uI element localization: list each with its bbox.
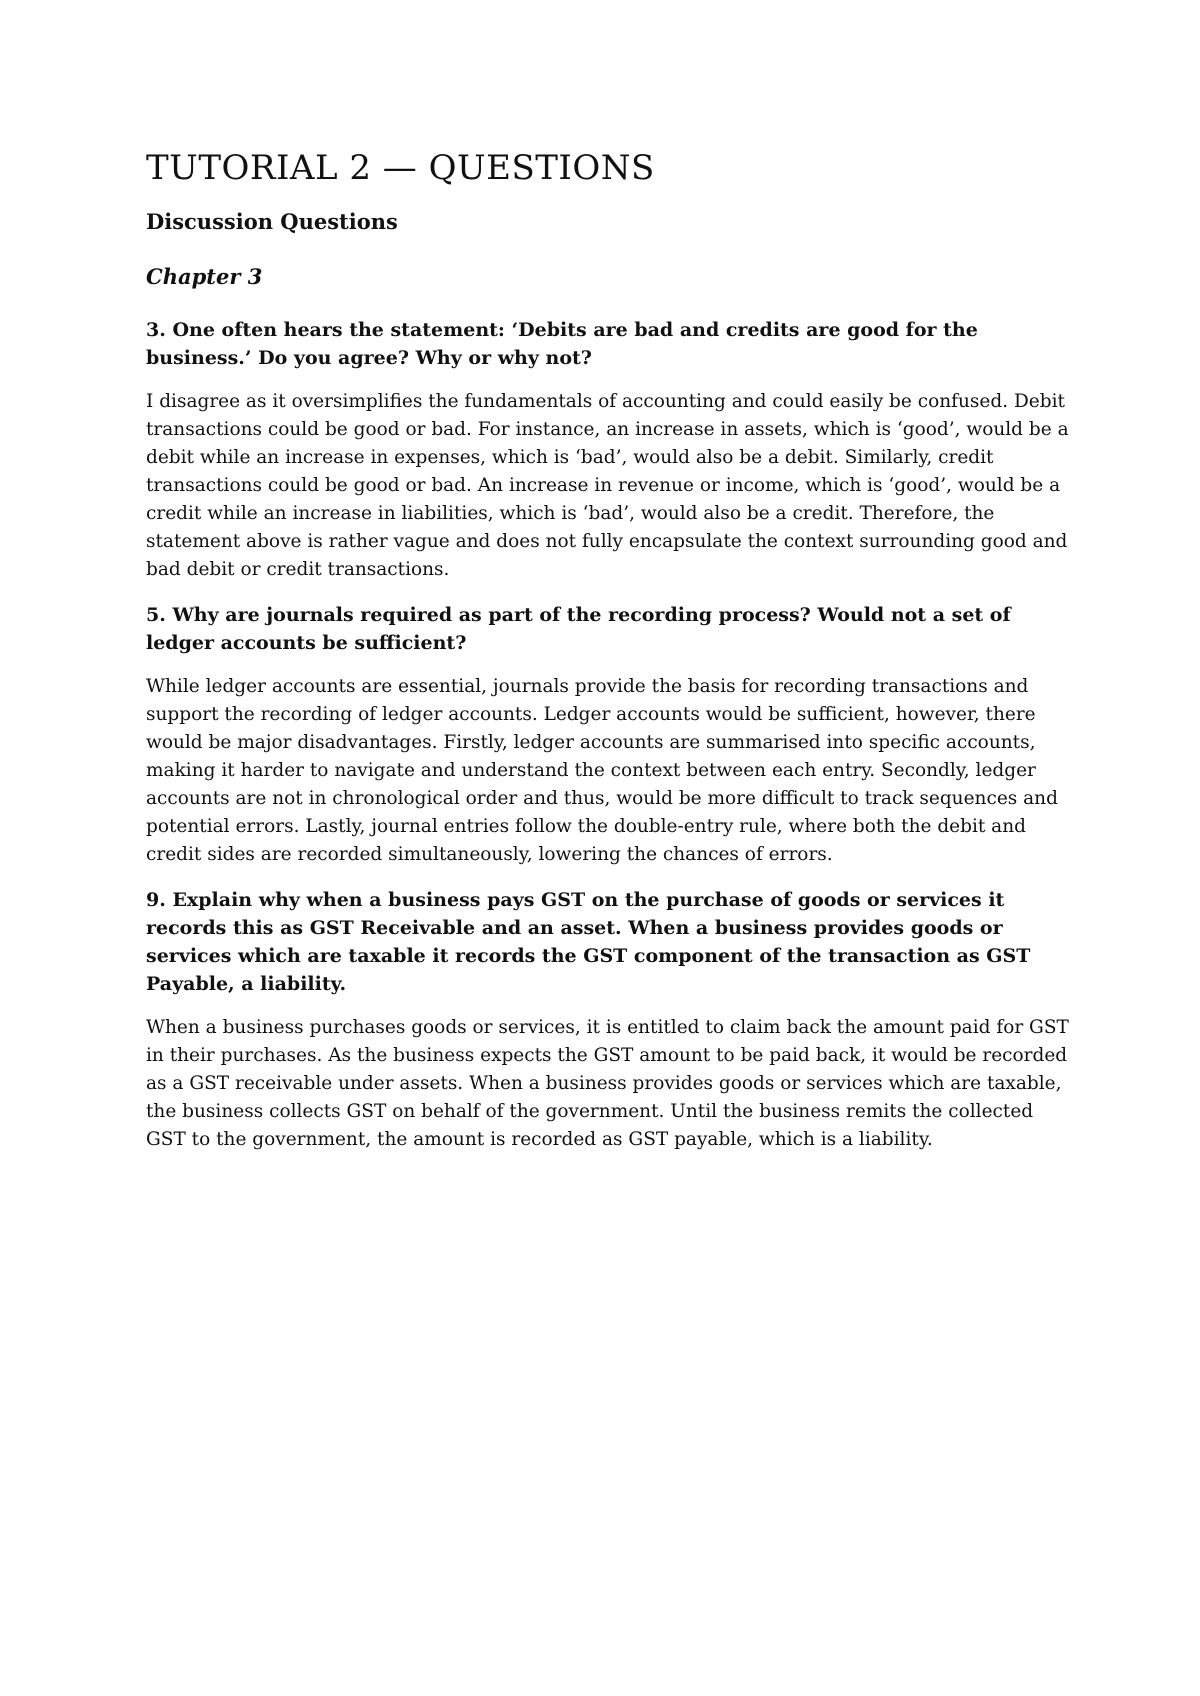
page-title: TUTORIAL 2 — QUESTIONS [146,148,655,188]
question-block-9 [146,886,1076,1154]
answer-text: While ledger accounts are essential, journals provide the basis for recording transactions and support the recording of ledger accounts. Ledger accounts would be sufficient, however, there would be major disadvantages. Firstly, ledger accounts are summarised into specific accounts, making it harder to navigate and understand the context between each entry. Secondly, ledger accounts are not in chronological order and thus, would be more difficult to track sequences and potential errors. Lastly, journal entries follow the double-entry rule, where both the debit and credit sides are recorded simultaneously, lowering the chances of errors. [146,676,1058,865]
answer-text: When a business purchases goods or services, it is entitled to claim back the amount paid for GST in their purchases. As the business expects the GST amount to be paid back, it would be recorded as a GST receivable under assets. When a business provides goods or services which are taxable, the business collects GST on behalf of the government. Until the business remits the collected GST to the government, the amount is recorded as GST payable, which is a liability. [146,1017,1069,1150]
document-content [146,146,1076,1171]
chapter-heading: Chapter 3 [146,264,263,289]
section-heading: Discussion Questions [146,209,398,234]
question-text: 9. Explain why when a business pays GST on the purchase of goods or services it records this as GST Receivable and an asset. When a business provides goods or services which are taxable it records the GST component of the transaction as GST Payable, a liability. [146,889,1031,995]
question-block-3 [146,316,1076,584]
answer-text: I disagree as it oversimplifies the fundamentals of accounting and could easily be confused. Debit transactions could be good or bad. For instance, an increase in assets, which is ‘good’, would be a debit while an increase in expenses, which is ‘bad’, would also be a debit. Similarly, credit transactions could be good or bad. An increase in revenue or income, which is ‘good’, would be a credit while an increase in liabilities, which is ‘bad’, would also be a credit. Therefore, the statement above is rather vague and does not fully encapsulate the context surrounding good and bad debit or credit transactions. [146,391,1069,580]
question-block-5 [146,601,1076,869]
question-text: 5. Why are journals required as part of the recording process? Would not a set of ledger accounts be sufficient? [146,604,1011,654]
question-text: 3. One often hears the statement: ‘Debits are bad and credits are good for the business.’ Do you agree? Why or why not? [146,319,978,369]
